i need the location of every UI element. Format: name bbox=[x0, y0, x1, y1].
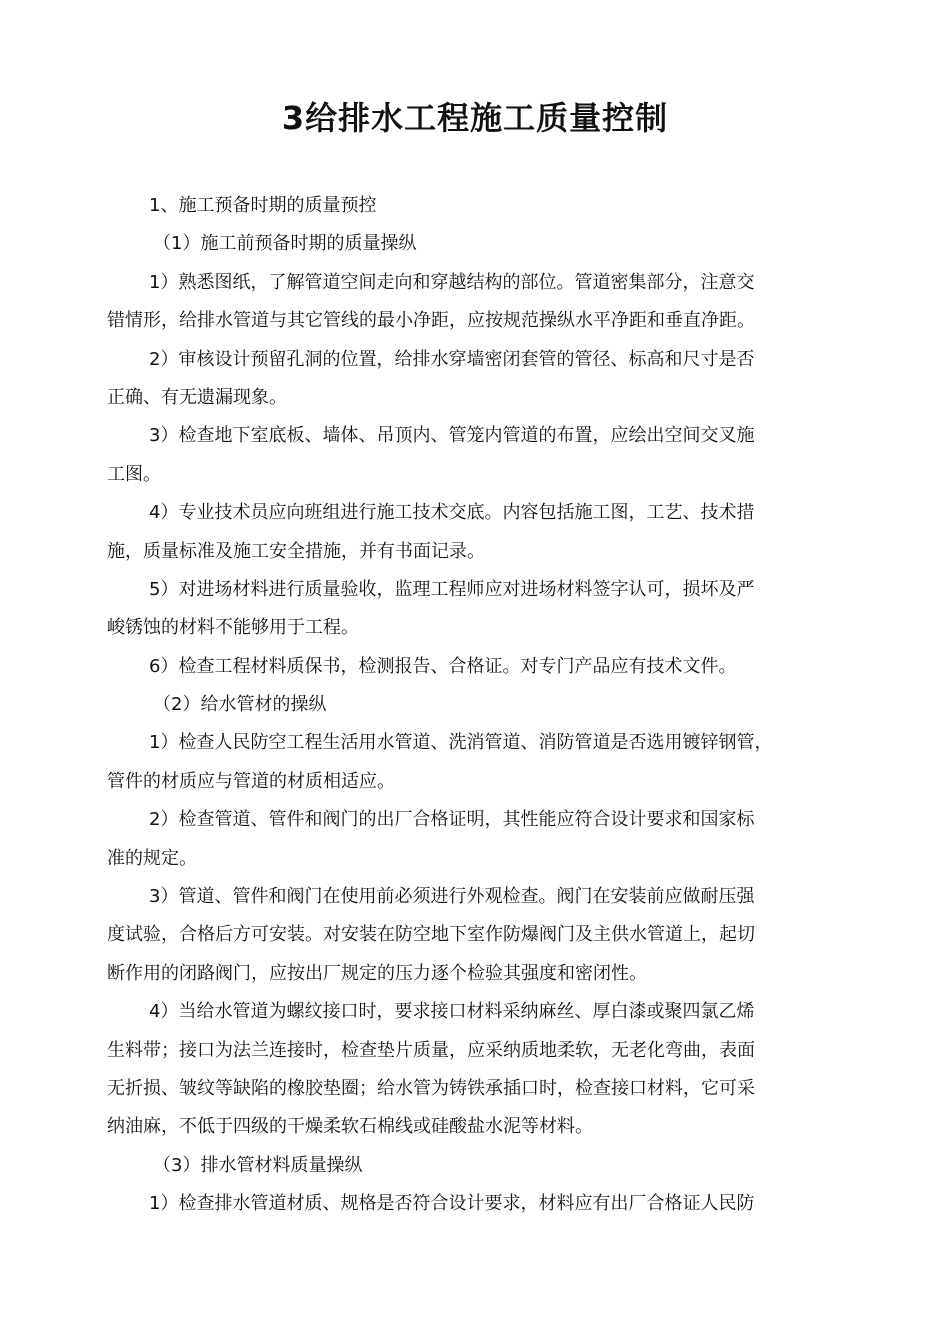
paragraph-line: 工图。 bbox=[107, 463, 161, 485]
paragraph-line: 无折损、皱纹等缺陷的橡胶垫圈；给水管为铸铁承插口时，检查接口材料，它可采 bbox=[107, 1077, 755, 1099]
paragraph-line: 错情形，给排水管道与其它管线的最小净距，应按规范操纵水平净距和垂直净距。 bbox=[107, 310, 755, 332]
paragraph-line: 生料带；接口为法兰连接时，检查垫片质量，应采纳质地柔软，无老化弯曲，表面 bbox=[107, 1039, 755, 1061]
paragraph-line: 施，质量标准及施工安全措施，并有书面记录。 bbox=[107, 540, 485, 562]
paragraph-line: 5）对进场材料进行质量验收，监理工程师应对进场材料签字认可，损坏及严 bbox=[149, 578, 755, 600]
paragraph-line: 3）检查地下室底板、墙体、吊顶内、管笼内管道的布置，应绘出空间交叉施 bbox=[149, 425, 755, 447]
paragraph-line: 管件的材质应与管道的材质相适应。 bbox=[107, 770, 395, 792]
paragraph-line: 1）熟悉图纸，了解管道空间走向和穿越结构的部位。管道密集部分，注意交 bbox=[149, 271, 755, 293]
paragraph-line: 纳油麻，不低于四级的干燥柔软石棉线或硅酸盐水泥等材料。 bbox=[107, 1116, 593, 1138]
paragraph-line: 正确、有无遗漏现象。 bbox=[107, 386, 287, 408]
paragraph-line: 3）管道、管件和阀门在使用前必须进行外观检查。阀门在安装前应做耐压强 bbox=[149, 886, 755, 908]
document-body bbox=[107, 187, 847, 1224]
paragraph-line: 准的规定。 bbox=[107, 847, 197, 869]
paragraph-line: 断作用的闭路阀门，应按出厂规定的压力逐个检验其强度和密闭性。 bbox=[107, 962, 647, 984]
subsection-heading: （3）排水管材料质量操纵 bbox=[153, 1154, 363, 1176]
paragraph-line: 2）检查管道、管件和阀门的出厂合格证明，其性能应符合设计要求和国家标 bbox=[149, 809, 755, 831]
paragraph-line: 1）检查排水管道材质、规格是否符合设计要求，材料应有出厂合格证人民防 bbox=[149, 1193, 755, 1215]
section-heading: 1、施工预备时期的质量预控 bbox=[149, 195, 377, 216]
paragraph-line: 2）审核设计预留孔洞的位置，给排水穿墙密闭套管的管径、标高和尺寸是否 bbox=[149, 348, 755, 370]
document-title: 3给排水工程施工质量控制 bbox=[281, 99, 669, 137]
paragraph-line: 4）当给水管道为螺纹接口时，要求接口材料采纳麻丝、厚白漆或聚四氯乙烯 bbox=[149, 1001, 755, 1023]
paragraph-line: 度试验，合格后方可安装。对安装在防空地下室作防爆阀门及主供水管道上，起切 bbox=[107, 924, 755, 946]
subsection-heading: （2）给水管材的操纵 bbox=[153, 694, 327, 716]
paragraph-line: 4）专业技术员应向班组进行施工技术交底。内容包括施工图，工艺、技术措 bbox=[149, 502, 755, 524]
paragraph-line: 1）检查人民防空工程生活用水管道、洗消管道、消防管道是否选用镀锌钢管， bbox=[149, 732, 773, 754]
paragraph-line: 峻锈蚀的材料不能够用于工程。 bbox=[107, 617, 359, 639]
subsection-heading: （1）施工前预备时期的质量操纵 bbox=[153, 233, 417, 255]
paragraph-line: 6）检查工程材料质保书，检测报告、合格证。对专门产品应有技术文件。 bbox=[149, 655, 737, 677]
